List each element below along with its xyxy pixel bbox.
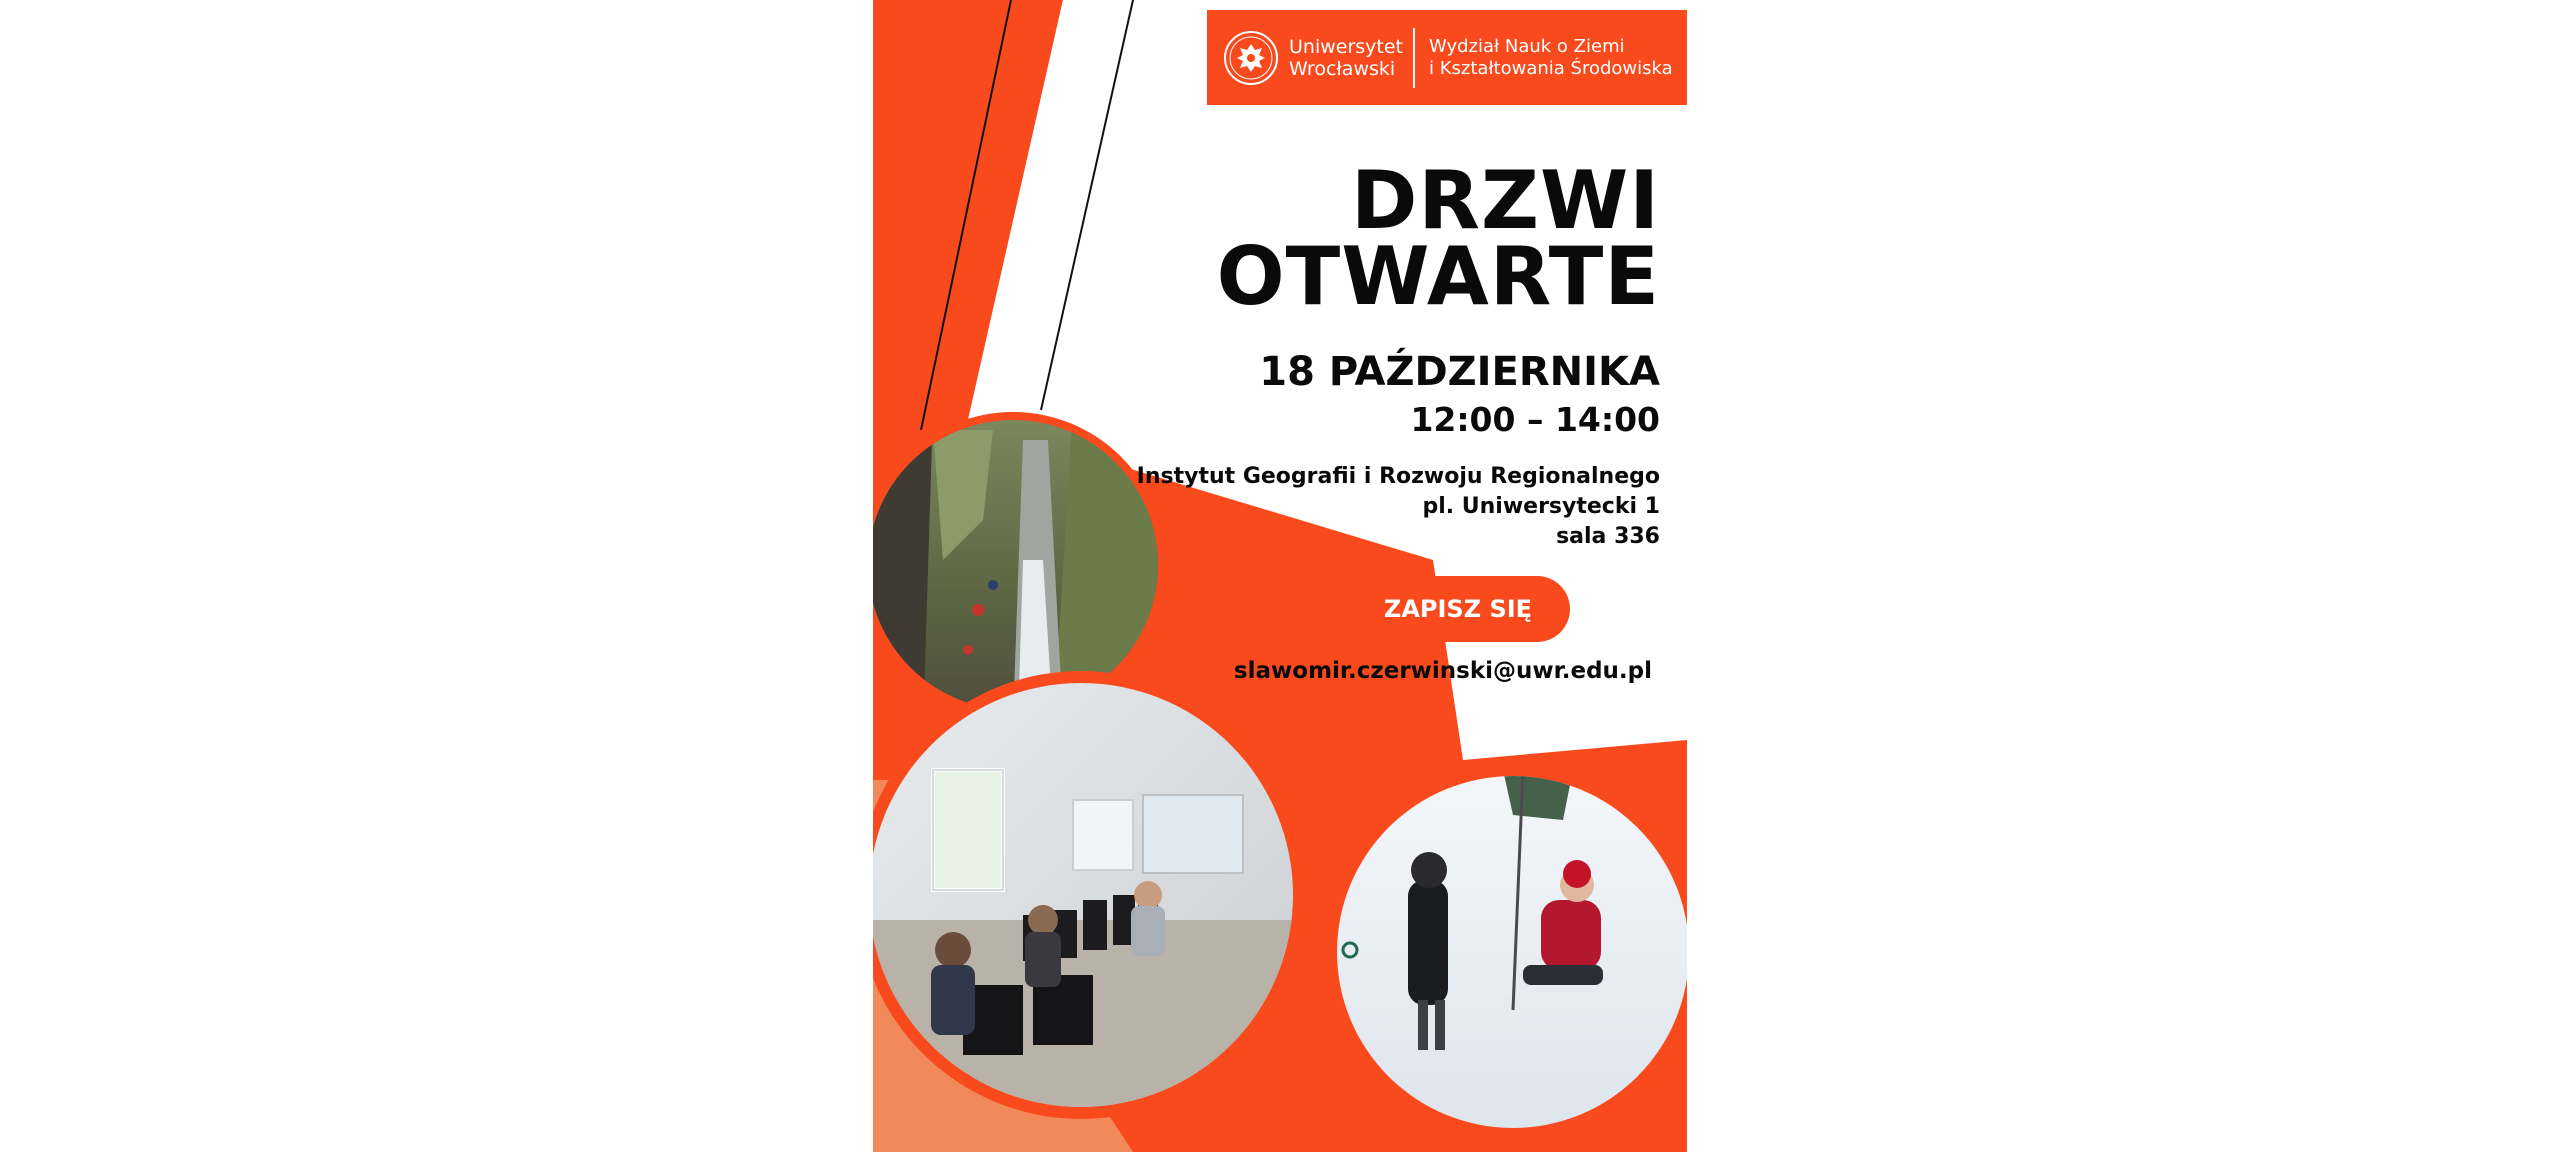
university-name-line1: Uniwersytet [1289,35,1403,58]
contact-email-link[interactable]: slawomir.czerwinski@uwr.edu.pl [1233,658,1652,684]
faculty-name-line1: Wydział Nauk o Ziemi [1429,35,1625,57]
event-address [1137,462,1660,552]
event-time: 12:00 – 14:00 [1410,400,1660,439]
event-title-line2: OTWARTE [1216,230,1660,323]
open-day-poster [873,0,1687,1152]
faculty-name [1429,36,1673,80]
signup-button[interactable]: ZAPISZ SIĘ [1346,576,1570,642]
address-line2: pl. Uniwersytecki 1 [1422,494,1660,519]
event-title-line1: DRZWI [1350,154,1660,247]
university-crest-icon [1223,30,1279,86]
event-date: 18 PAŹDZIERNIKA [1259,349,1660,395]
university-name [1289,36,1407,80]
university-name-line2: Wrocławski [1289,57,1396,80]
faculty-name-line2: i Kształtowania Środowiska [1429,57,1673,79]
header-divider [1413,28,1415,88]
address-line3: sala 336 [1556,524,1660,549]
photo-snow-pit-measurement [1325,764,1687,1140]
university-header [1207,10,1687,105]
event-title [1216,154,1660,323]
address-line1: Instytut Geografii i Rozwoju Regionalnego [1136,464,1660,489]
